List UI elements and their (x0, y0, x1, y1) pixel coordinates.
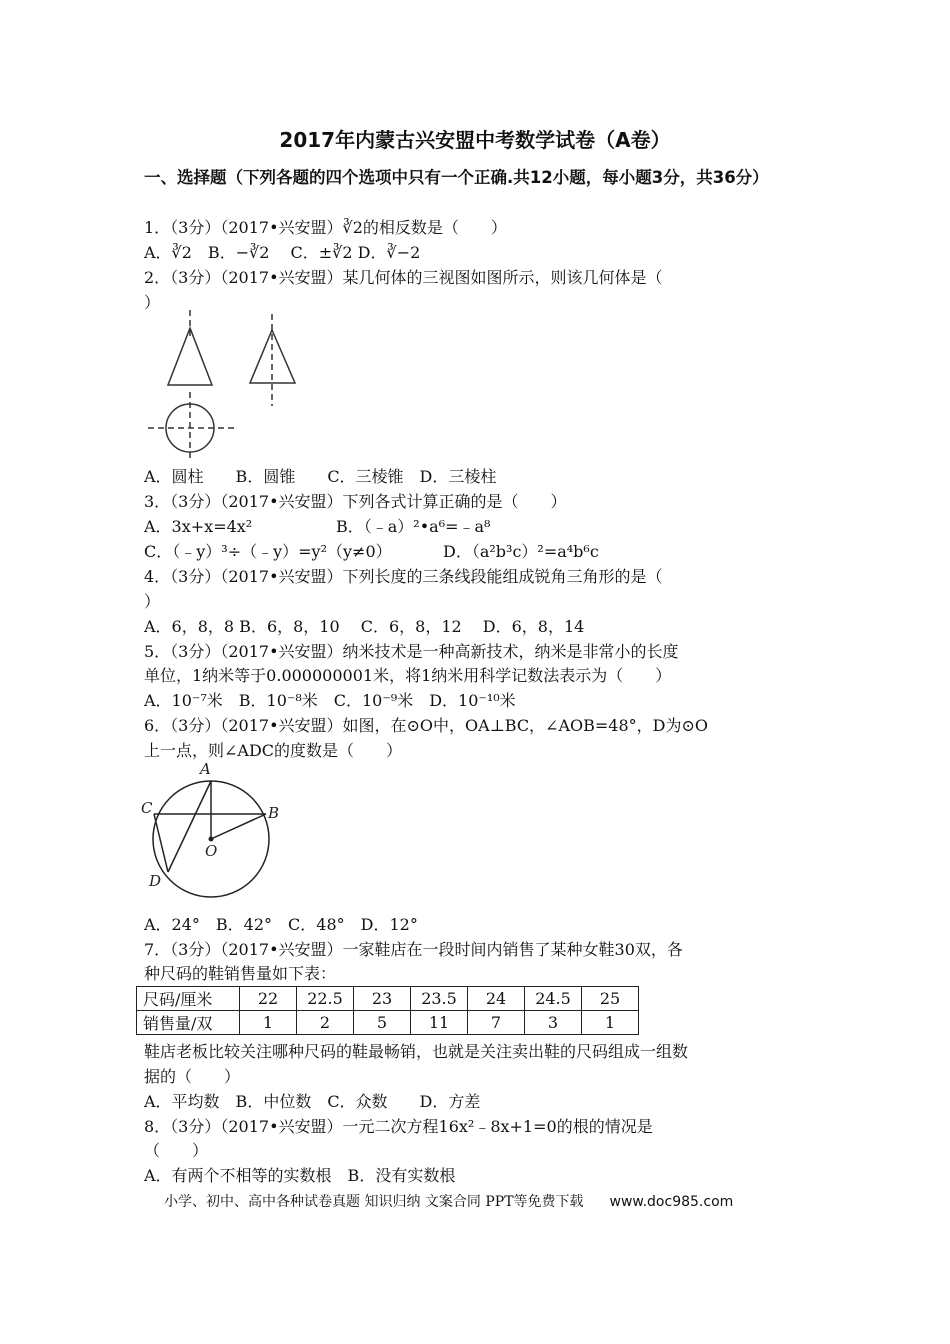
table-cell: 11 (411, 1011, 468, 1035)
q3-option-b: B．（﹣a）²•a⁶=﹣a⁸ (336, 517, 491, 536)
table-cell: 24.5 (525, 987, 582, 1011)
q3-stem: 3．（3分）（2017•兴安盟）下列各式计算正确的是（ ） (144, 492, 567, 511)
label-c: C (141, 799, 153, 817)
page-title: 2017年内蒙古兴安盟中考数学试卷（A卷） (279, 128, 671, 152)
q8-stem-cont: （ ） (144, 1141, 209, 1160)
side-view-figure (240, 310, 310, 410)
circle-figure (138, 760, 288, 905)
table-header-size: 尺码/厘米 (137, 987, 240, 1011)
q5-options: A．10⁻⁷米 B．10⁻⁸米 C．10⁻⁹米 D．10⁻¹⁰米 (144, 691, 516, 710)
q6-stem-cont: 上一点，则∠ADC的度数是（ ） (144, 741, 403, 760)
table-header-sales: 销售量/双 (137, 1011, 240, 1035)
q2-options: A．圆柱 B．圆锥 C．三棱锥 D．三棱柱 (144, 467, 497, 486)
shoe-size-table (136, 986, 639, 1035)
q7-stem: 7．（3分）（2017•兴安盟）一家鞋店在一段时间内销售了某种女鞋30双，各 (144, 940, 683, 959)
q2-stem-cont: ） (144, 293, 161, 312)
q7-after-cont: 据的（ ） (144, 1067, 241, 1086)
q1-stem: 1．（3分）（2017•兴安盟）∛2的相反数是（ ） (144, 218, 507, 237)
section-heading: 一、选择题（下列各题的四个选项中只有一个正确.共12小题，每小题3分，共36分） (144, 168, 769, 187)
label-o: O (205, 842, 218, 860)
q4-options: A．6，8，8 B．6，8，10 C．6，8，12 D．6，8，14 (144, 617, 585, 636)
q2-stem: 2．（3分）（2017•兴安盟）某几何体的三视图如图所示，则该几何体是（ (144, 268, 663, 287)
q3-option-a: A．3x+x=4x² (144, 517, 253, 536)
footer-url[interactable]: www.doc985.com (609, 1194, 734, 1210)
table-cell: 7 (468, 1011, 525, 1035)
q7-options: A．平均数 B．中位数 C．众数 D．方差 (144, 1092, 481, 1111)
three-view-figure (140, 310, 250, 460)
table-cell: 25 (582, 987, 639, 1011)
table-cell: 1 (240, 1011, 297, 1035)
page-footer (164, 1191, 733, 1211)
table-cell: 23 (354, 987, 411, 1011)
table-row (137, 987, 639, 1011)
q7-stem-cont: 种尺码的鞋销售量如下表： (144, 964, 337, 983)
table-cell: 3 (525, 1011, 582, 1035)
table-cell: 22.5 (297, 987, 354, 1011)
q6-options: A．24° B．42° C．48° D．12° (144, 915, 418, 934)
table-cell: 22 (240, 987, 297, 1011)
table-cell: 5 (354, 1011, 411, 1035)
q5-stem: 5．（3分）（2017•兴安盟）纳米技术是一种高新技术，纳米是非常小的长度 (144, 642, 679, 661)
q4-stem: 4．（3分）（2017•兴安盟）下列长度的三条线段能组成锐角三角形的是（ (144, 567, 663, 586)
label-a: A (200, 760, 211, 778)
table-cell: 24 (468, 987, 525, 1011)
q3-option-d: D．（a²b³c）²=a⁴b⁶c (443, 542, 599, 561)
q1-options: A．∛2 B．−∛2 C．±∛2 D．∛−2 (144, 243, 421, 262)
q4-stem-cont: ） (144, 592, 161, 611)
q3-option-c: C．（﹣y）³÷（﹣y）=y²（y≠0） (144, 542, 392, 561)
label-d: D (149, 872, 162, 890)
footer-text: 小学、初中、高中各种试卷真题 知识归纳 文案合同 PPT等免费下载 (164, 1194, 584, 1210)
label-b: B (268, 804, 280, 822)
table-cell: 23.5 (411, 987, 468, 1011)
q8-options: A．有两个不相等的实数根 B．没有实数根 (144, 1166, 456, 1185)
q5-stem-cont: 单位，1纳米等于0.000000001米，将1纳米用科学记数法表示为（ ） (144, 666, 672, 685)
table-row (137, 1011, 639, 1035)
q7-after: 鞋店老板比较关注哪种尺码的鞋最畅销，也就是关注卖出鞋的尺码组成一组数 (144, 1042, 689, 1061)
q8-stem: 8．（3分）（2017•兴安盟）一元二次方程16x²﹣8x+1=0的根的情况是 (144, 1117, 653, 1136)
table-cell: 1 (582, 1011, 639, 1035)
table-cell: 2 (297, 1011, 354, 1035)
q6-stem: 6．（3分）（2017•兴安盟）如图，在⊙O中，OA⊥BC，∠AOB=48°，D为⊙O (144, 716, 709, 735)
